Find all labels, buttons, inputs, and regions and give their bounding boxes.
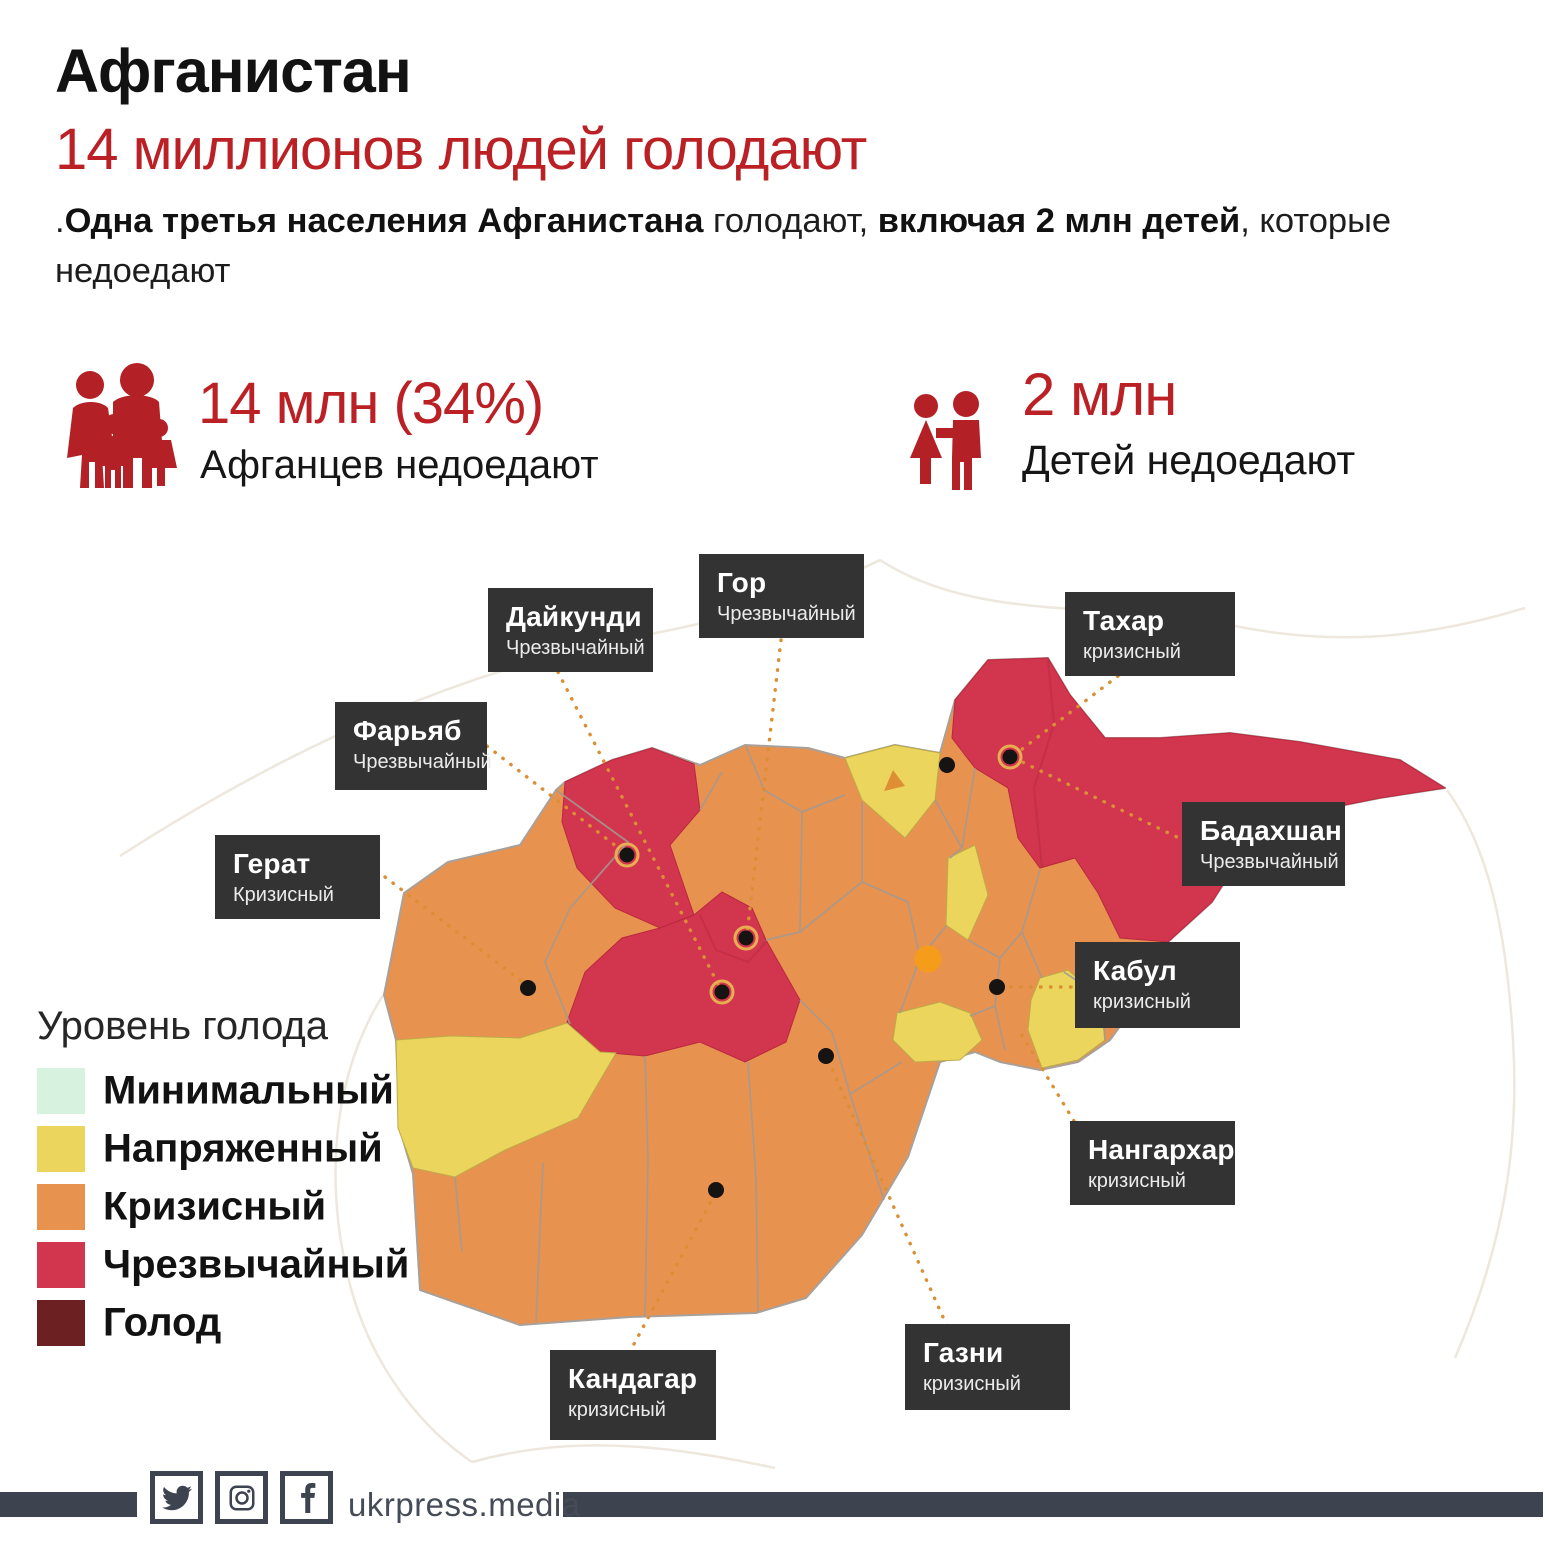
instagram-icon[interactable] (215, 1471, 268, 1524)
intro-bold-1: Одна третья населения Афганистана (64, 202, 704, 240)
legend-swatch-stressed (37, 1126, 85, 1172)
legend-title: Уровень голода (37, 1004, 329, 1048)
province-label-nangarhar (1070, 1121, 1235, 1205)
province-status: Чрезвычайный (506, 637, 645, 659)
legend-swatch-emergency (37, 1242, 85, 1288)
province-label-gor (699, 554, 864, 638)
footer-bar-left (0, 1492, 137, 1517)
stat-value-children: 2 млн (1022, 361, 1177, 428)
province-name: Нангархар (1088, 1134, 1235, 1165)
stat-label-children: Детей недоедают (1022, 437, 1356, 483)
twitter-icon[interactable] (150, 1471, 203, 1524)
province-name: Фарьяб (353, 715, 462, 746)
intro-bold-2: включая 2 млн детей (877, 202, 1241, 240)
province-name: Герат (233, 848, 311, 879)
legend-swatch-famine (37, 1300, 85, 1346)
province-label-takhar (1065, 592, 1235, 676)
province-status: Чрезвычайный (353, 751, 492, 773)
province-name: Тахар (1083, 605, 1165, 636)
page-title: Афганистан (55, 37, 411, 105)
province-name: Газни (923, 1337, 1004, 1368)
province-name: Бадахшан (1200, 815, 1343, 846)
province-status: Кризисный (233, 884, 334, 906)
province-label-ghazni (905, 1324, 1070, 1410)
intro-tail: , которые недоедают (55, 202, 1392, 290)
stat-label-adults: Афганцев недоедают (200, 443, 599, 487)
province-label-faryab (335, 702, 492, 790)
legend-swatch-minimal (37, 1068, 85, 1114)
province-name: Кабул (1093, 955, 1177, 986)
province-name: Гор (717, 567, 767, 598)
province-status: кризисный (568, 1399, 666, 1421)
province-status: кризисный (1083, 641, 1181, 663)
legend-label: Голод (103, 1300, 222, 1345)
province-status: Чрезвычайный (1200, 851, 1339, 873)
province-status: кризисный (1088, 1170, 1186, 1192)
footer-bar-right (563, 1492, 1543, 1517)
province-label-daykundi (488, 588, 653, 672)
stat-value-adults: 14 млн (34%) (198, 371, 544, 436)
headline: 14 миллионов людей голодают (55, 117, 867, 182)
intro-prefix: . (55, 202, 65, 240)
province-label-kandahar (550, 1350, 716, 1440)
province-label-kabul (1075, 942, 1240, 1028)
legend-label: Чрезвычайный (103, 1242, 410, 1287)
province-status: кризисный (1093, 991, 1191, 1013)
legend-label: Кризисный (103, 1184, 327, 1229)
intro-mid: голодают, (703, 202, 878, 240)
site-name: ukrpress.media (348, 1486, 581, 1523)
legend-label: Минимальный (103, 1068, 394, 1113)
facebook-icon[interactable] (280, 1471, 333, 1524)
legend-label: Напряженный (103, 1126, 383, 1171)
province-status: кризисный (923, 1373, 1021, 1395)
province-name: Дайкунди (506, 601, 642, 632)
legend-swatch-crisis (37, 1184, 85, 1230)
kabul-orange-marker (915, 946, 942, 973)
province-status: Чрезвычайный (717, 603, 856, 625)
province-name: Кандагар (568, 1363, 698, 1394)
province-label-badakhshan (1182, 802, 1345, 886)
province-label-herat (215, 835, 380, 919)
